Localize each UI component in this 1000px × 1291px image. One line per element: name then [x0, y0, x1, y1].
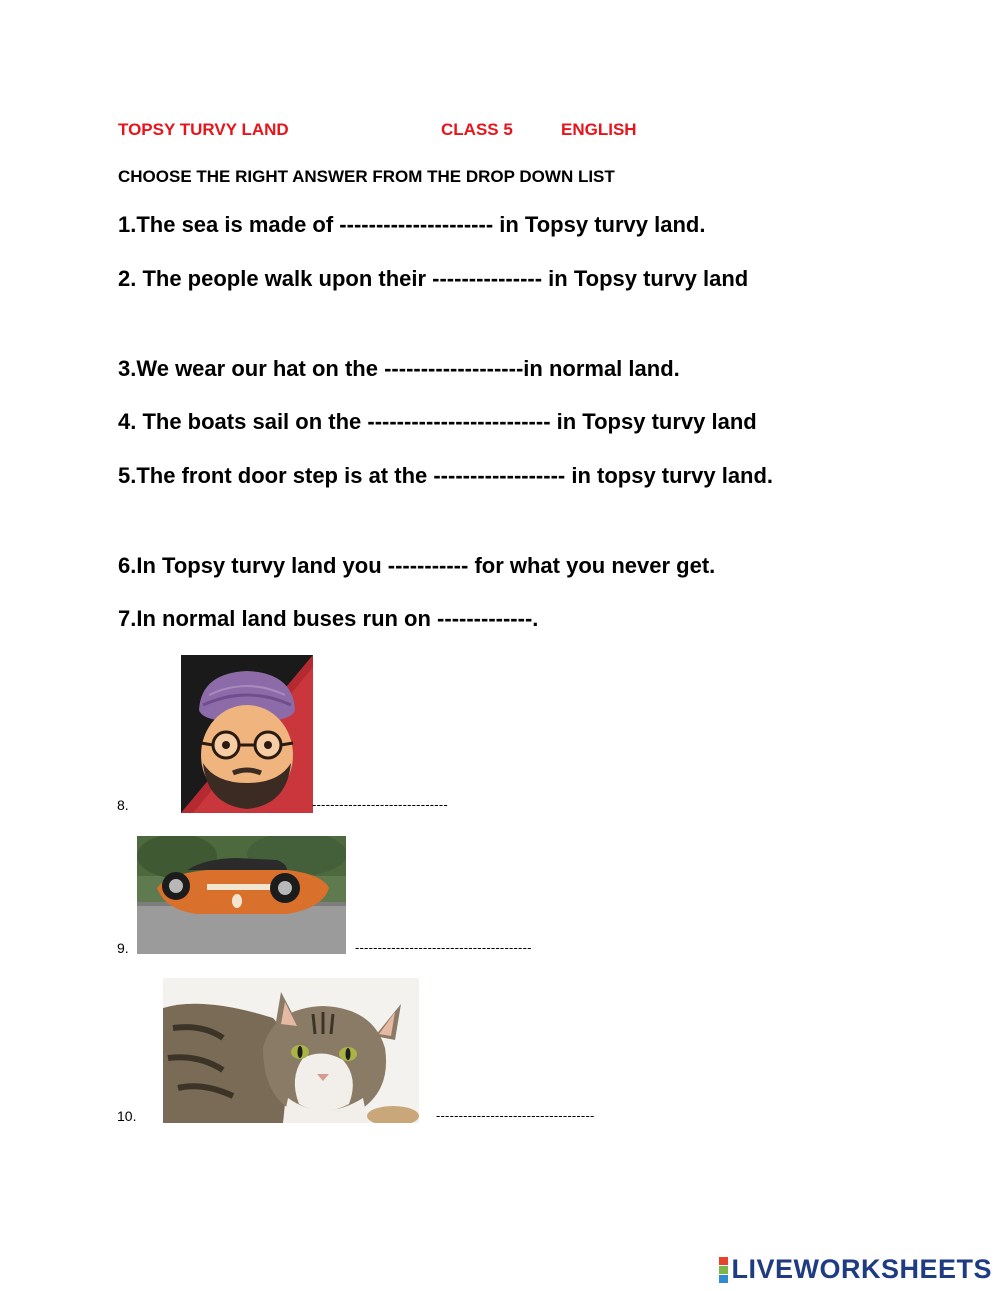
question-9-number: 9. — [117, 940, 129, 956]
question-7: 7.In normal land buses run on -------------. — [118, 606, 539, 631]
question-3: 3.We wear our hat on the -------------------in normal land. — [118, 356, 680, 381]
question-6: 6.In Topsy turvy land you ----------- for what you never get. — [118, 553, 716, 578]
question-5: 5.The front door step is at the ------------------ in topsy turvy land. — [118, 463, 774, 488]
question-10-blank: ----------------------------------- — [436, 1108, 595, 1123]
logo-text: LIVEWORKSHEETS — [731, 1254, 992, 1284]
question-2: 2. The people walk upon their --------------- in Topsy turvy land — [118, 266, 749, 291]
question-8-number: 8. — [117, 797, 129, 813]
class-label: CLASS 5 — [441, 120, 513, 139]
instructions: CHOOSE THE RIGHT ANSWER FROM THE DROP DOWN LIST — [118, 167, 615, 186]
upside-down-car-image — [137, 836, 346, 954]
question-9-blank: --------------------------------------- — [355, 940, 532, 955]
cat-image — [163, 978, 419, 1123]
upside-down-face-image — [181, 655, 313, 813]
question-1: 1.The sea is made of --------------------- in Topsy turvy land. — [118, 212, 706, 237]
question-4: 4. The boats sail on the ------------------------- in Topsy turvy land — [118, 409, 757, 434]
question-10-number: 10. — [117, 1108, 137, 1124]
worksheet-title: TOPSY TURVY LAND — [118, 120, 289, 139]
liveworksheets-logo — [719, 1254, 992, 1285]
subject-label: ENGLISH — [561, 120, 637, 139]
logo-blocks-icon — [719, 1257, 728, 1283]
question-8-blank: ------------------------------ — [312, 797, 448, 812]
